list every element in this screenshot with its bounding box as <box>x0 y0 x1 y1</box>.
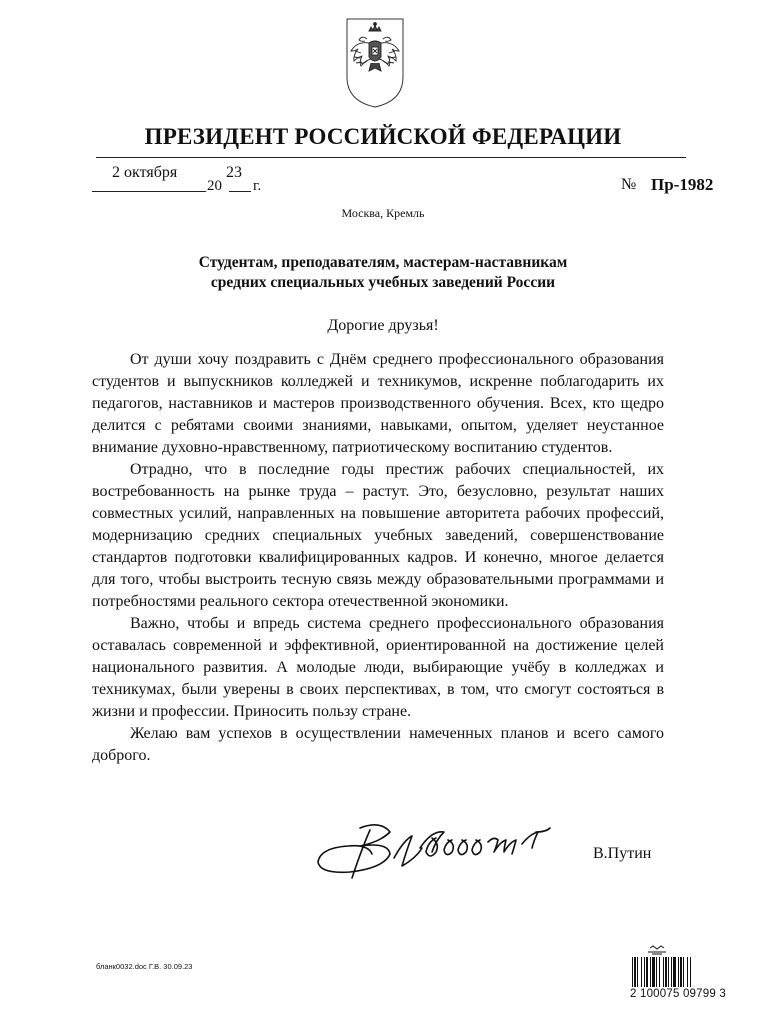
barcode <box>632 957 720 987</box>
header-divider <box>96 157 686 158</box>
document-header-title: ПРЕЗИДЕНТ РОССИЙСКОЙ ФЕДЕРАЦИИ <box>144 124 622 149</box>
form-code: бланк0032.doc Г.В. 30.09.23 <box>96 962 193 971</box>
paragraph-1: От души хочу поздравить с Днём среднего профессионального образования студентов и выпускников колледжей и техникумов, искренне поблагодарить их педагогов, наставников и мастеров производственного обучения. Всех, кто щедро делится с ребятами своими знаниями, навыками, опытом, уделяет неустанное внимание духовно-нравственному, патриотическому воспитанию студентов. <box>92 351 664 456</box>
address-line-2: средних специальных учебных заведений России <box>210 274 556 291</box>
document-number: Пр-1982 <box>651 175 714 194</box>
paragraph-3: Важно, чтобы и впредь система среднего профессионального образования оставалась современной и эффективной, ориентированной на достижение целей национального развития. А молодые люди, выбирающие учёбу в колледжах и техникумах, были уверены в своих перспективах, в том, что смогут состояться в жизни и профессии. Приносить пользу стране. <box>92 615 664 720</box>
year-underline <box>229 191 251 192</box>
document-place: Москва, Кремль <box>341 206 425 220</box>
document-date-g: г. <box>253 178 262 194</box>
document-address <box>0 253 766 293</box>
eagle-mark-icon <box>646 944 668 956</box>
letter-body <box>92 349 664 767</box>
russian-coat-of-arms-icon <box>345 17 405 109</box>
document-date-year-prefix: 20 <box>207 178 222 194</box>
paragraph-4: Желаю вам успехов в осуществлении намеченных планов и всего самого доброго. <box>92 725 664 764</box>
signer-name: В.Путин <box>593 845 652 862</box>
document-date-year-suffix: 23 <box>226 164 242 181</box>
handwritten-signature <box>312 818 558 882</box>
barcode-digits: 2 100075 09799 3 <box>630 988 726 1000</box>
date-underline <box>92 191 206 192</box>
address-line-1: Студентам, преподавателям, мастерам-наставникам <box>198 254 568 271</box>
greeting: Дорогие друзья! <box>327 317 439 334</box>
document-number-sign: № <box>621 176 637 193</box>
document-date-day: 2 октября <box>112 164 178 181</box>
paragraph-2: Отрадно, что в последние годы престиж рабочих специальностей, их востребованность на рынке труда – растут. Это, безусловно, результат наших совместных усилий, направленных на повышение авторитета рабочих профессий, модернизацию средних специальных учебных заведений, совершенствование стандартов подготовки квалифицированных кадров. И конечно, многое делается для того, чтобы выстроить тесную связь между образовательными программами и потребностями реального сектора отечественной экономики. <box>92 461 664 610</box>
